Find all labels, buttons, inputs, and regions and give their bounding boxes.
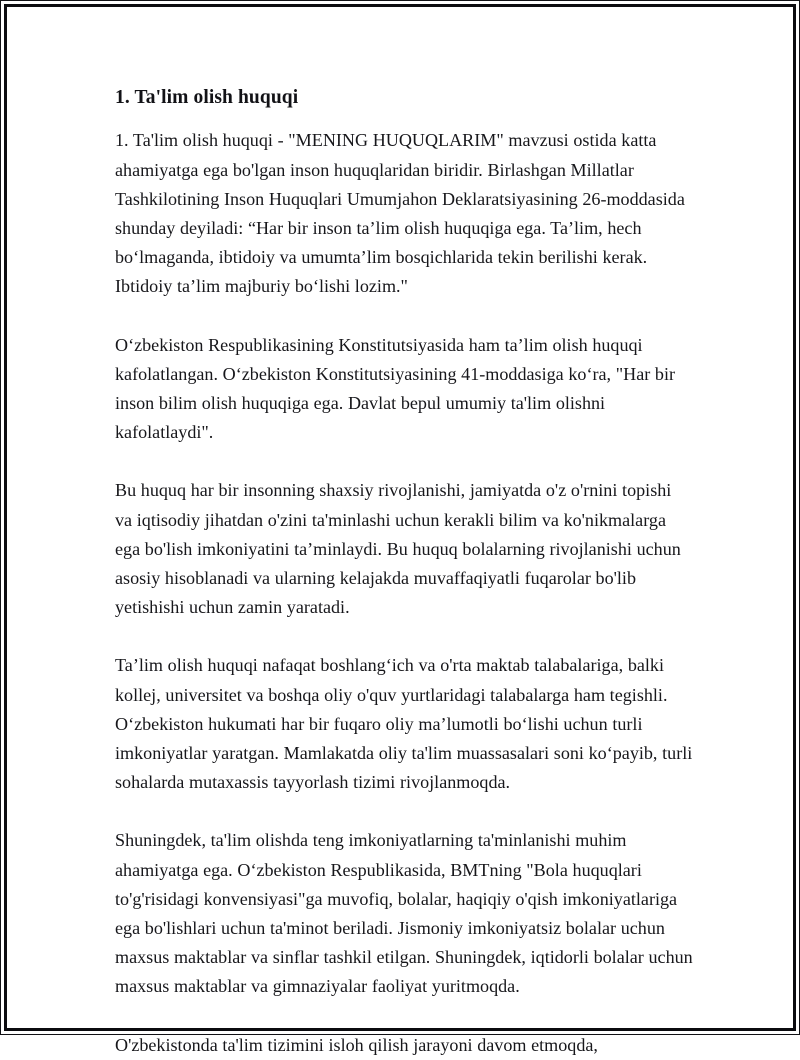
body-paragraph-4: Ta’lim olish huquqi nafaqat boshlangʻich va o'rta maktab talabalariga, balki kollej, universitet va boshqa oliy o'quv yurtlaridagi talabalarga ham tegishli. Oʻzbekiston hukumati har bir fuqaro oliy ma’lumotli boʻlishi uchun turli imkoniyatlar yaratgan. Mamlakatda oliy ta'lim muassasalari soni koʻpayib, turli sohalarda mutaxassis tayyorlash tizimi rivojlanmoqda. xyxy=(115,655,693,793)
body-paragraph-3: Bu huquq har bir insonning shaxsiy rivojlanishi, jamiyatda o'z o'rnini topishi va iqtisodiy jihatdan o'zini ta'minlashi uchun kerakli bilim va ko'nikmalarga ega bo'lish imkoniyatini ta’minlaydi. Bu huquq bolalarning rivojlanishi uchun asosiy hisoblanadi va ularning kelajakda muvaffaqiyatli fuqarolar bo'lib yetishishi uchun zamin yaratadi. xyxy=(115,480,681,618)
body-paragraph-6: O'zbekistonda ta'lim tizimini isloh qilish jarayoni davom etmoqda, xyxy=(115,1034,598,1055)
page-frame-inner-rule xyxy=(4,4,796,1055)
page-title: 1. Ta'lim olish huquqi xyxy=(115,87,299,108)
body-paragraph-5: Shuningdek, ta'lim olishda teng imkoniyatlarning ta'minlanishi muhim ahamiyatga ega. Oʻzbekiston Respublikasida, BMTning "Bola huquqlari to'g'risidagi konvensiyasi"ga muvofiq, bolalar, haqiqiy o'qish imkoniyatlariga ega bo'lishlari uchun ta'minot beriladi. Jismoniy imkoniyatsiz bolalar uchun maxsus maktablar va sinflar tashkil etilgan. Shuningdek, iqtidorli bolalar uchun maxsus maktablar va gimnaziyalar faoliyat yuritmoqda. xyxy=(115,830,693,997)
body-paragraph-1: 1. Ta'lim olish huquqi - "MENING HUQUQLARIM" mavzusi ostida katta ahamiyatga ega bo'lgan inson huquqlaridan biridir. Birlashgan Millatlar Tashkilotining Inson Huquqlari Umumjahon Deklaratsiyasining 26-moddasida shunday deyiladi: “Har bir inson ta’lim olish huquqiga ega. Ta’lim, hech boʻlmaganda, ibtidoiy va umumta’lim bosqichlarida tekin berilishi kerak. Ibtidoiy ta’lim majburiy boʻlishi lozim." xyxy=(115,130,685,297)
document-page xyxy=(7,7,793,1055)
body-paragraph-2: Oʻzbekiston Respublikasining Konstitutsiyasida ham ta’lim olish huquqi kafolatlangan. Oʻzbekiston Konstitutsiyasining 41-moddasiga koʻra, "Har bir inson bilim olish huquqiga ega. Davlat bepul umumiy ta'lim olishni kafolatlaydi". xyxy=(115,334,676,443)
document-text-column xyxy=(115,85,693,1060)
